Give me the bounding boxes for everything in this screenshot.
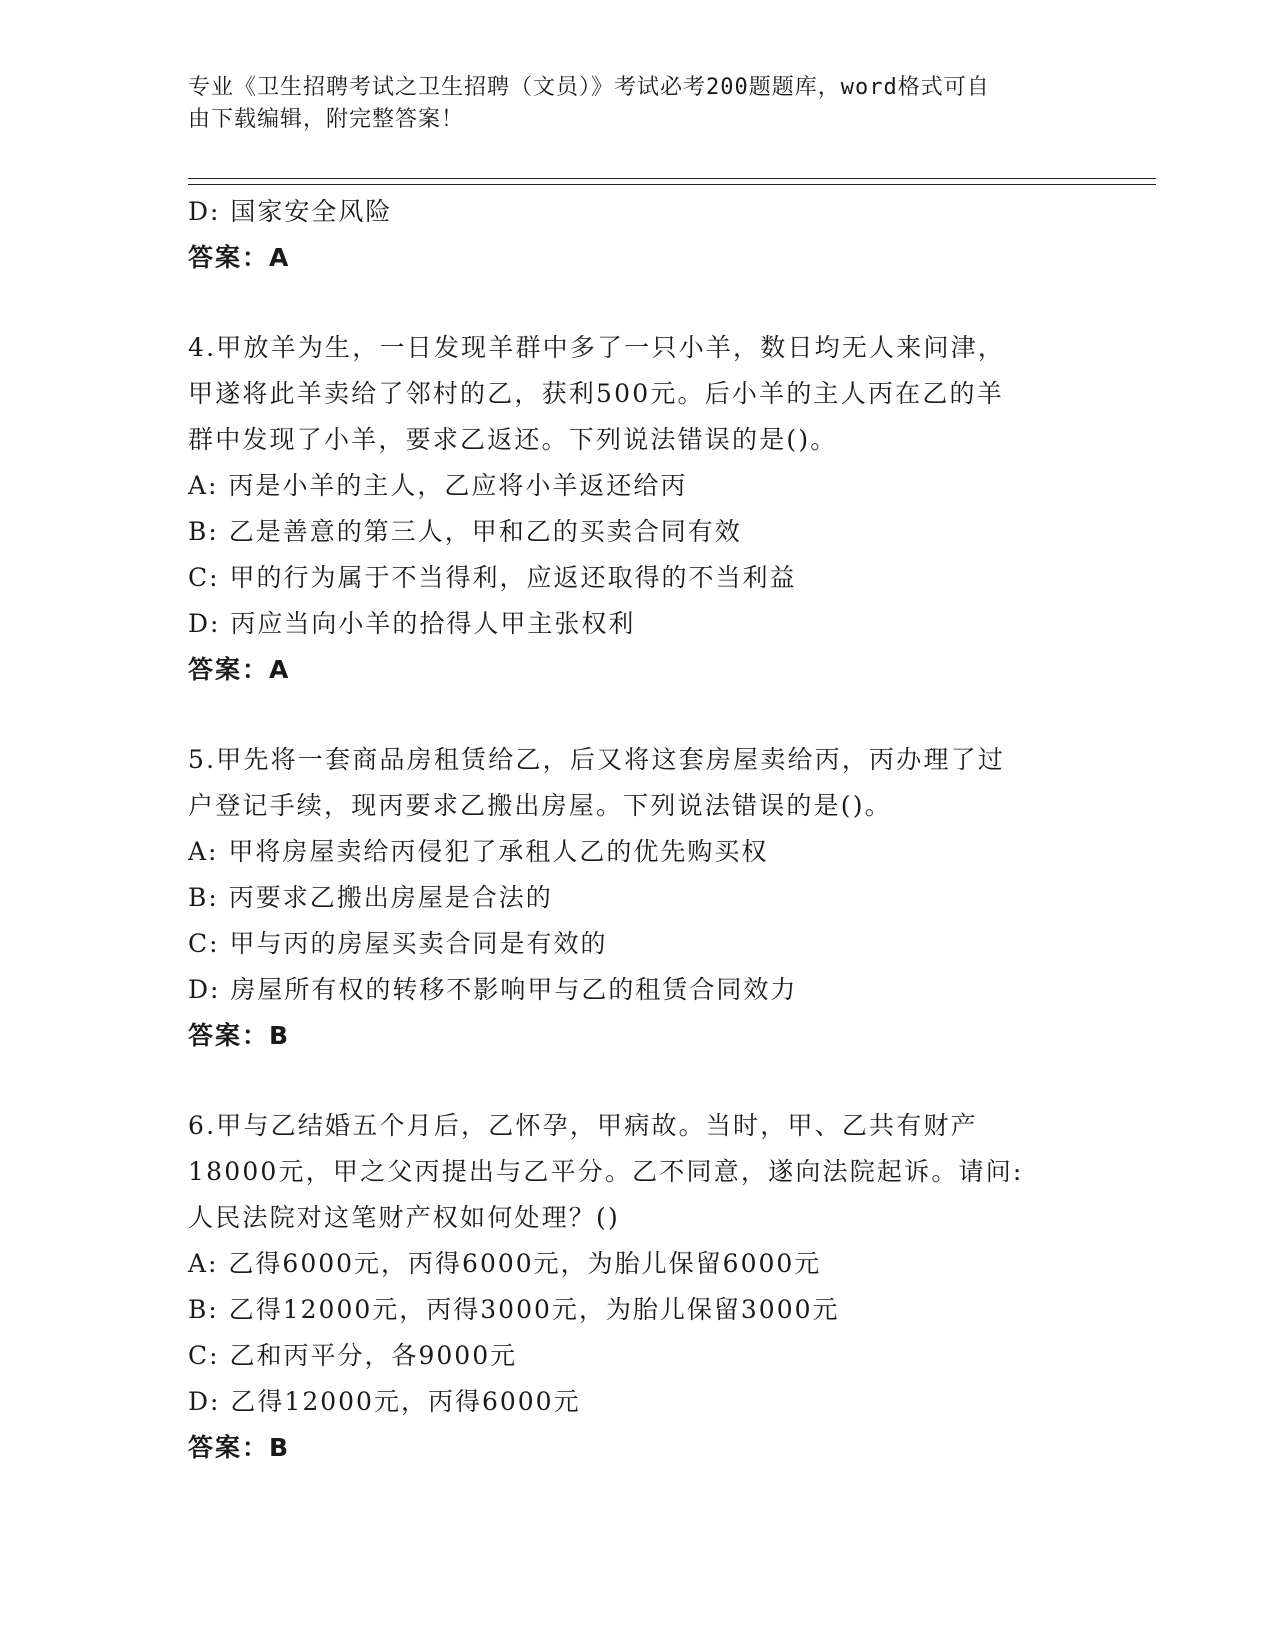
option-c: C: 乙和丙平分，各9000元 [188, 1341, 518, 1370]
option-d: D: 乙得12000元，丙得6000元 [188, 1387, 581, 1416]
option-d: D: 房屋所有权的转移不影响甲与乙的租赁合同效力 [188, 975, 798, 1004]
question-stem-line: 18000元，甲之父丙提出与乙平分。乙不同意，遂向法院起诉。请问: [188, 1157, 1024, 1186]
answer-line: 答案：B [188, 1433, 291, 1462]
question-stem-line: 群中发现了小羊，要求乙返还。下列说法错误的是()。 [188, 425, 838, 454]
answer-line: 答案：A [188, 243, 291, 272]
question-stem-line: 4.甲放羊为生，一日发现羊群中多了一只小羊，数日均无人来问津， [188, 333, 1006, 362]
answer-line: 答案：B [188, 1021, 291, 1050]
question-stem-line: 甲遂将此羊卖给了邻村的乙，获利500元。后小羊的主人丙在乙的羊 [188, 379, 1004, 408]
option-a: A: 甲将房屋卖给丙侵犯了承租人乙的优先购买权 [188, 837, 769, 866]
option-a: A: 丙是小羊的主人，乙应将小羊返还给丙 [188, 471, 688, 500]
option-c: C: 甲的行为属于不当得利，应返还取得的不当利益 [188, 563, 797, 592]
option-b: B: 乙得12000元，丙得3000元，为胎儿保留3000元 [188, 1295, 840, 1324]
header-divider-bottom [188, 184, 1156, 185]
header-line-2: 由下载编辑，附完整答案！ [188, 107, 465, 132]
question-5 [188, 737, 1088, 1059]
header-divider-top [188, 178, 1156, 179]
question-4 [188, 325, 1088, 693]
option-d: D: 国家安全风险 [188, 197, 393, 226]
header-line-1: 专业《卫生招聘考试之卫生招聘（文员）》考试必考200题题库，word格式可自 [188, 75, 990, 100]
previous-question-tail [188, 189, 1088, 281]
question-6 [188, 1103, 1088, 1471]
document-header [188, 72, 1068, 136]
question-list [188, 189, 1088, 1471]
option-a: A: 乙得6000元，丙得6000元，为胎儿保留6000元 [188, 1249, 822, 1278]
option-c: C: 甲与丙的房屋买卖合同是有效的 [188, 929, 608, 958]
question-stem-line: 人民法院对这笔财产权如何处理？() [188, 1203, 620, 1232]
question-stem-line: 5.甲先将一套商品房租赁给乙，后又将这套房屋卖给丙，丙办理了过 [188, 745, 1006, 774]
question-stem-line: 户登记手续，现丙要求乙搬出房屋。下列说法错误的是()。 [188, 791, 892, 820]
option-b: B: 丙要求乙搬出房屋是合法的 [188, 883, 553, 912]
question-stem-line: 6.甲与乙结婚五个月后，乙怀孕，甲病故。当时，甲、乙共有财产 [188, 1111, 978, 1140]
option-d: D: 丙应当向小羊的拾得人甲主张权利 [188, 609, 636, 638]
option-b: B: 乙是善意的第三人，甲和乙的买卖合同有效 [188, 517, 742, 546]
answer-line: 答案：A [188, 655, 291, 684]
